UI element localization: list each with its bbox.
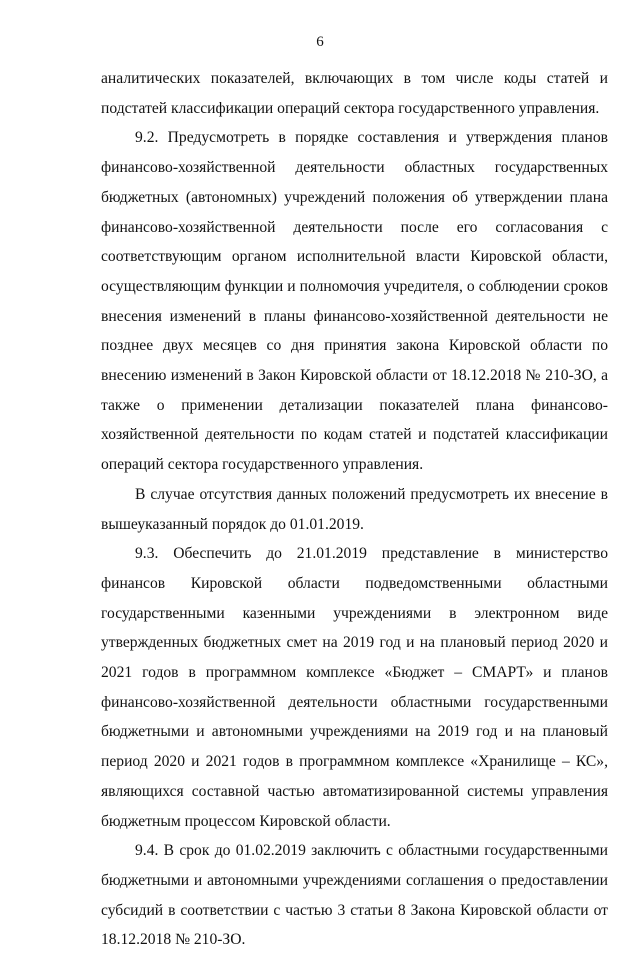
paragraph-continuation: аналитических показателей, включающих в том числе коды статей и подстатей классификации операций сектора государственного управления. [101,70,608,117]
document-body [101,64,608,955]
page-number: 6 [316,34,324,50]
paragraph-9-2-note: В случае отсутствия данных положений предусмотреть их внесение в вышеуказанный порядок до 01.01.2019. [101,485,608,533]
paragraph-9-4: 9.4. В срок до 01.02.2019 заключить с областными государственными бюджетными и автономными учреждениями соглашения о предоставлении субсидий в соответствии с частью 3 статьи 8 Закона Кировской области от 18.12.2018 № 210-ЗО. [101,842,608,949]
paragraph-9-2: 9.2. Предусмотреть в порядке составления и утверждения планов финансово-хозяйственной деятельности областных государственных бюджетных (автономных) учреждений положения об утверждении плана финансово-хозяйственной деятельности после его согласования с соответствующим органом исполнительной власти Кировской области, осуществляющим функции и полномочия учредителя, о соблюдении сроков внесения изменений в планы финансово-хозяйственной деятельности не позднее двух месяцев со дня принятия закона Кировской области по внесению изменений в Закон Кировской области от 18.12.2018 № 210-ЗО, а также о применении детализации показателей плана финансово-хозяйственной деятельности по кодам статей и подстатей классификации операций сектора государственного управления. [101,129,608,474]
paragraph-9-3: 9.3. Обеспечить до 21.01.2019 представление в министерство финансов Кировской области подведомственными областными государственными казенными учреждениями в электронном виде утвержденных бюджетных смет на 2019 год и на плановый период 2020 и 2021 годов в программном комплексе «Бюджет – СМАРТ» и планов финансово-хозяйственной деятельности областными государственными бюджетными и автономными учреждениями на 2019 год и на плановый период 2020 и 2021 годов в программном комплексе «Хранилище – КС», являющихся составной частью автоматизированной системы управления бюджетным процессом Кировской области. [101,545,608,830]
